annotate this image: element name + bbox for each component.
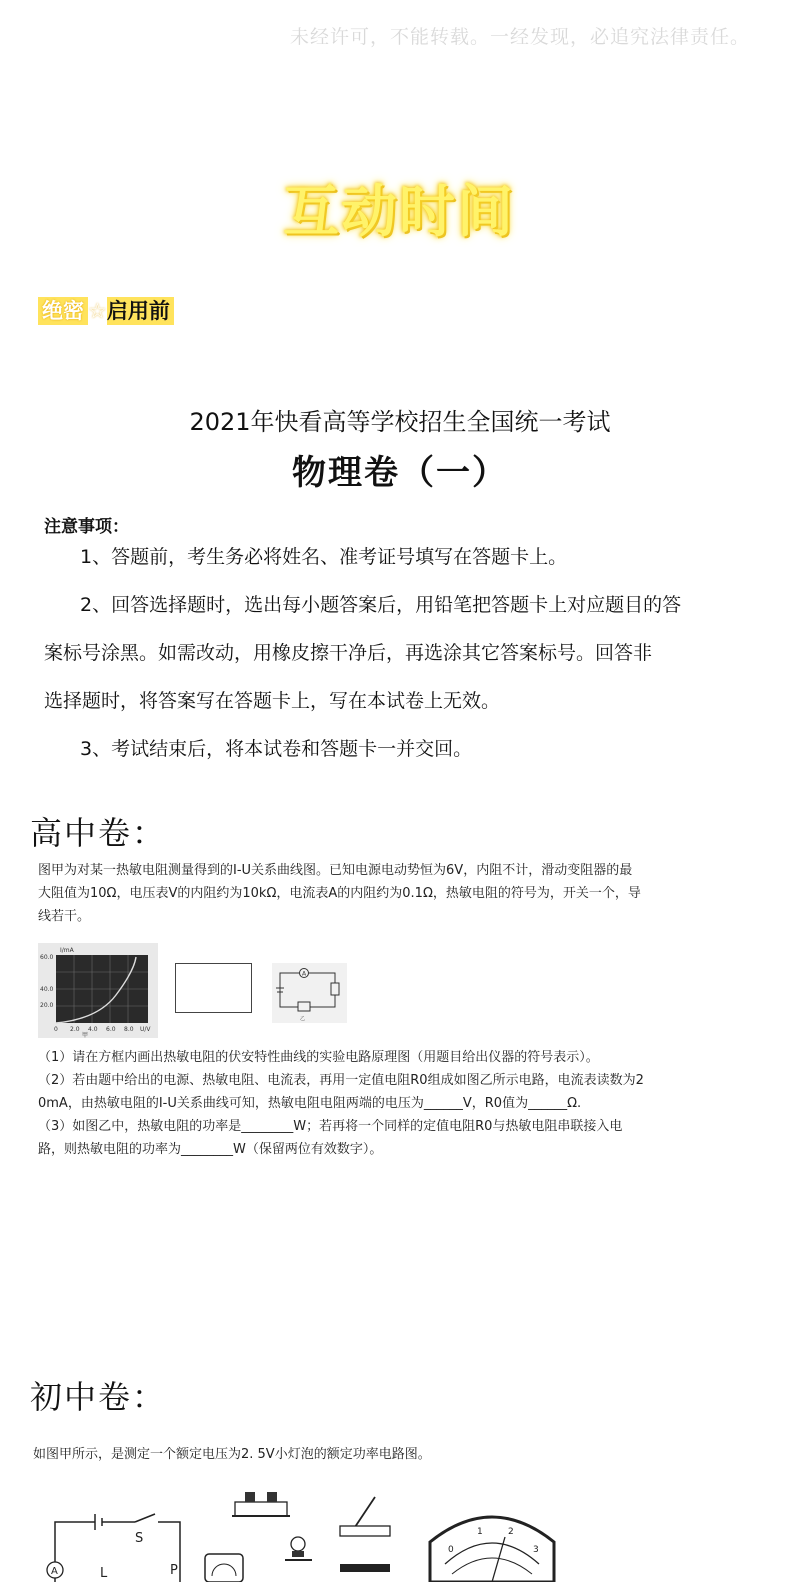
x-tick: 2.0 [70, 1026, 80, 1033]
notice-heading: 注意事项： [44, 517, 129, 537]
answer-box [175, 963, 252, 1013]
meter-tick: 0 [448, 1545, 454, 1555]
experiment-figures [30, 1482, 800, 1582]
question-line: （2）若由题中给出的电源、热敏电阻、电流表，再用一定值电阻R0组成如图乙所示电路，电流表读数为2 [38, 1073, 644, 1088]
svg-text:A: A [302, 970, 307, 978]
stem-line: 大阻值为10Ω，电压表V的内阻约为10kΩ，电流表A的内阻约为0.1Ω，热敏电阻的符号为，开关一个，导 [38, 886, 641, 901]
x-tick: 0 [54, 1026, 58, 1033]
notice-item: 案标号涂黑。如需改动，用橡皮擦干净后，再选涂其它答案标号。回答非 [44, 642, 653, 664]
slider-label: P [170, 1563, 178, 1578]
confidential-label [38, 295, 174, 325]
y-tick: 60.0 [40, 954, 54, 961]
stem-line: 线若干。 [38, 909, 91, 924]
high-school-stem [38, 859, 758, 928]
notice-item: 2、回答选择题时，选出每小题答案后，用铅笔把答题卡上对应题目的答 [80, 594, 682, 616]
ammeter-label: A [51, 1566, 58, 1577]
banner-title: 互动时间 [283, 180, 515, 245]
bulb-icon [285, 1537, 312, 1560]
middle-school-heading: 初中卷： [30, 1378, 167, 1416]
battery-icon [232, 1492, 290, 1516]
notice-list [44, 533, 760, 773]
meter-small-icon [205, 1554, 243, 1582]
switch-label: S [135, 1531, 144, 1546]
x-axis-label: U/V [140, 1026, 151, 1033]
secret-prefix: 绝密 [38, 297, 88, 325]
y-tick: 20.0 [40, 1002, 54, 1009]
x-tick: 6.0 [106, 1026, 116, 1033]
notice-item: 选择题时，将答案写在答题卡上，写在本试卷上无效。 [44, 690, 501, 712]
exam-subtitle: 物理卷（一） [292, 453, 508, 493]
meter-tick: 2 [508, 1527, 514, 1537]
question-line: （3）如图乙中，热敏电阻的功率是________W；若再将一个同样的定值电阻R0与热敏电阻串联接入电 [38, 1119, 623, 1134]
switch-icon [340, 1497, 390, 1572]
star-icon: ☆ [88, 299, 107, 323]
lamp-label: L [100, 1566, 108, 1581]
svg-text:乙: 乙 [300, 1016, 306, 1022]
notice-item: 1、答题前，考生务必将姓名、准考证号填写在答题卡上。 [80, 546, 568, 568]
stem-line: 图甲为对某一热敏电阻测量得到的I-U关系曲线图。已知电源电动势恒为6V，内阻不计，滑动变阻器的最 [38, 863, 633, 878]
middle-school-stem: 如图甲所示，是测定一个额定电压为2. 5V小灯泡的额定功率电路图。 [33, 1447, 431, 1462]
x-tick: 4.0 [88, 1026, 98, 1033]
meter-dial-icon [430, 1517, 554, 1582]
iu-graph [38, 943, 158, 1038]
figure-mark: 甲 [82, 1032, 89, 1038]
y-axis-label: I/mA [60, 947, 74, 954]
secret-suffix: 启用前 [107, 297, 174, 325]
high-school-heading: 高中卷： [30, 814, 167, 852]
watermark: 未经许可，不能转载。一经发现，必追究法律责任。 [290, 26, 751, 48]
high-school-questions [38, 1046, 778, 1161]
question-line: （1）请在方框内画出热敏电阻的伏安特性曲线的实验电路原理图（用题目给出仪器的符号表示）。 [38, 1050, 599, 1065]
circuit-diagram-yi [272, 963, 347, 1023]
notice-item: 3、考试结束后，将本试卷和答题卡一并交回。 [80, 738, 473, 760]
meter-tick: 3 [533, 1545, 539, 1555]
x-tick: 8.0 [124, 1026, 134, 1033]
question-line: 路，则热敏电阻的功率为________W（保留两位有效数字）。 [38, 1142, 383, 1157]
y-tick: 40.0 [40, 986, 54, 993]
exam-title: 2021年快看高等学校招生全国统一考试 [189, 408, 611, 436]
question-line: 0mA，由热敏电阻的I-U关系曲线可知，热敏电阻电阻两端的电压为______V，R0值为______Ω. [38, 1096, 582, 1111]
meter-tick: 1 [477, 1527, 483, 1537]
